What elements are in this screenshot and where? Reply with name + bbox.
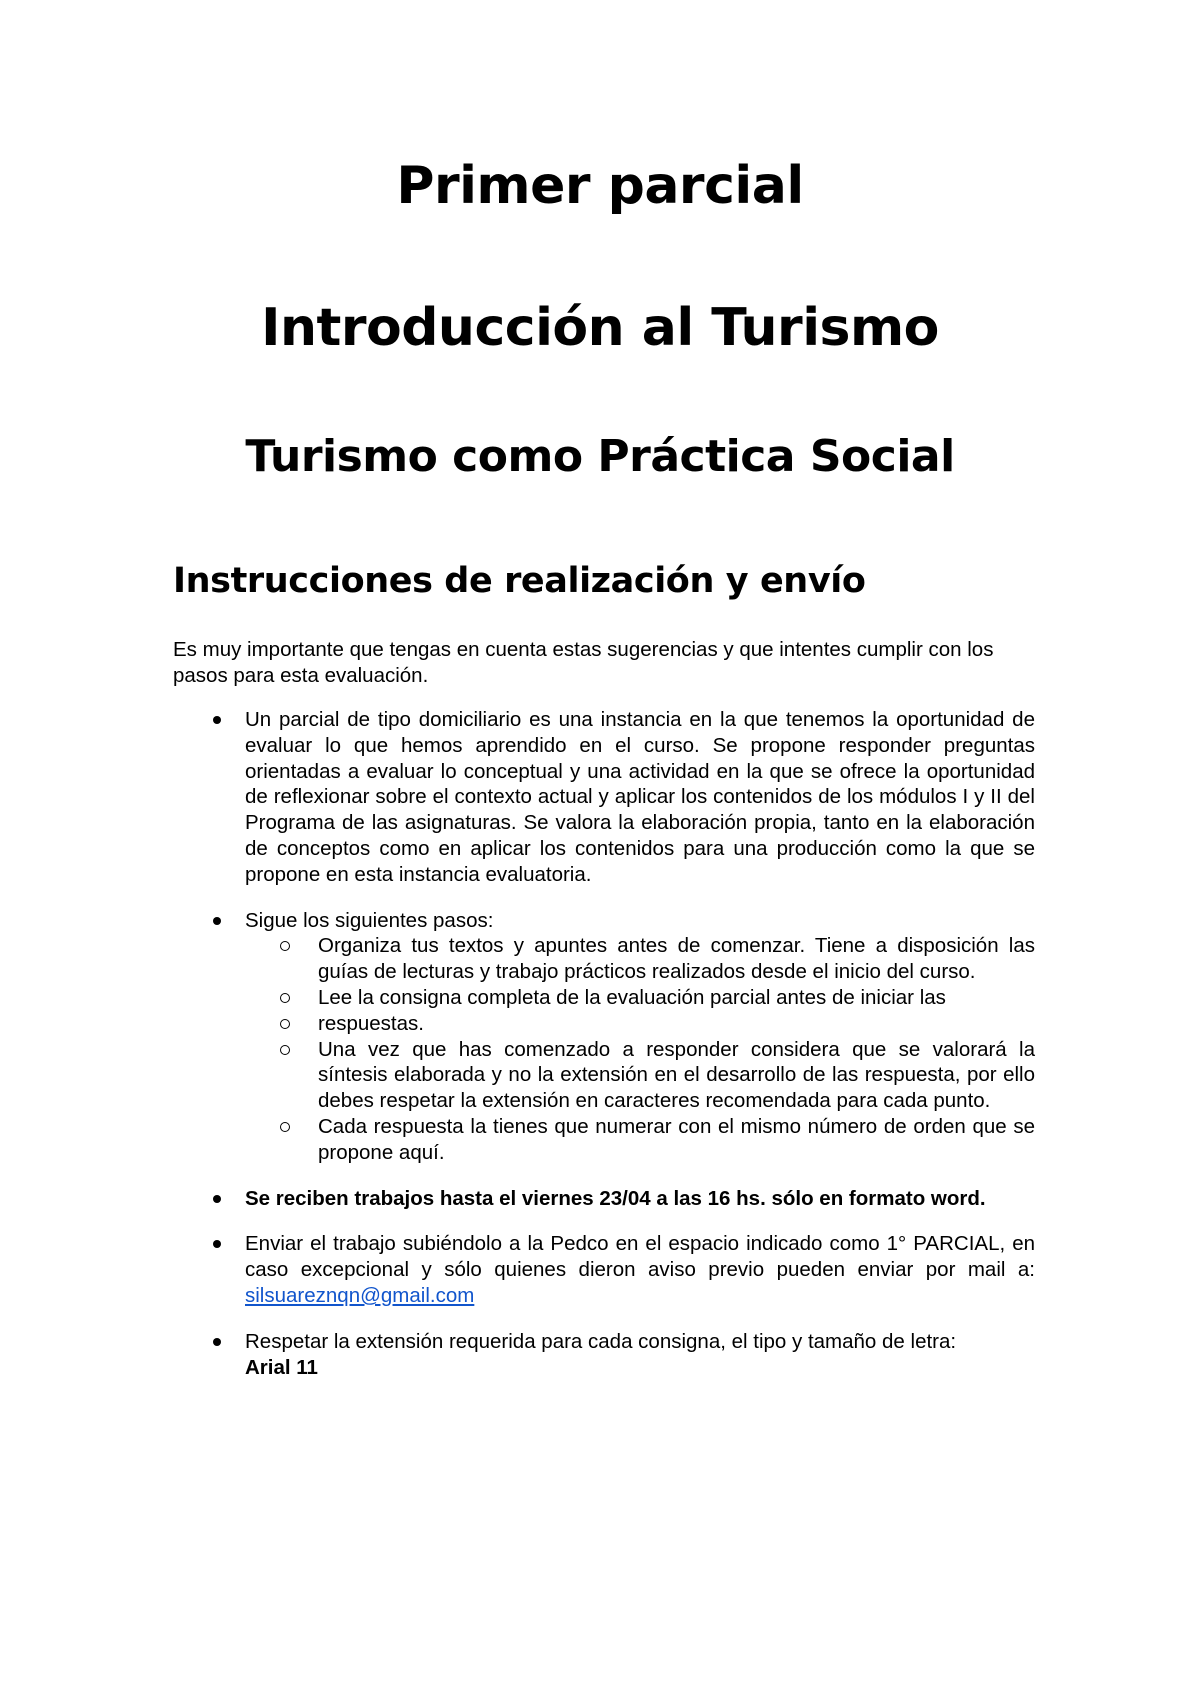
sub-item-text: respuestas. bbox=[318, 1011, 424, 1035]
section-heading: Instrucciones de realización y envío bbox=[173, 561, 866, 601]
sub-list-item bbox=[245, 1114, 1035, 1166]
sub-item-text: Cada respuesta la tienes que numerar con el mismo número de orden que se propone aquí. bbox=[318, 1114, 1035, 1164]
circle-bullet-icon bbox=[280, 941, 290, 951]
email-link[interactable]: silsuareznqn@gmail.com bbox=[245, 1283, 475, 1307]
instructions-list bbox=[173, 707, 1035, 1380]
bullet-icon bbox=[213, 1195, 221, 1203]
list-item bbox=[173, 1329, 1035, 1381]
document-title: Primer parcial bbox=[396, 156, 804, 216]
sub-item-text: Organiza tus textos y apuntes antes de comenzar. Tiene a disposición las guías de lecturas y trabajo prácticos realizados desde el inicio del curso. bbox=[318, 934, 1035, 984]
circle-bullet-icon bbox=[280, 993, 290, 1003]
font-requirement: Arial 11 bbox=[245, 1355, 318, 1379]
sub-list-item bbox=[245, 1037, 1035, 1114]
bullet-icon bbox=[213, 716, 221, 724]
bullet-text: Un parcial de tipo domiciliario es una instancia en la que tenemos la oportunidad de evaluar lo que hemos aprendido en el curso. Se propone responder preguntas orientadas a evaluar lo conceptual y una actividad en la que se ofrece la oportunidad de reflexionar sobre el contexto actual y aplicar los contenidos de los módulos I y II del Programa de las asignaturas. Se valora la elaboración propia, tanto en la elaboración de conceptos como en aplicar los contenidos para una producción como la que se propone en esta instancia evaluatoria. bbox=[245, 708, 1035, 886]
sub-list-item bbox=[245, 1011, 1035, 1037]
deadline-text: Se reciben trabajos hasta el viernes 23/04 a las 16 hs. sólo en formato word. bbox=[245, 1186, 986, 1210]
circle-bullet-icon bbox=[280, 1045, 290, 1055]
sub-item-text: Lee la consigna completa de la evaluación parcial antes de iniciar las bbox=[318, 985, 946, 1009]
list-item bbox=[173, 707, 1035, 888]
bullet-icon bbox=[213, 1240, 221, 1248]
bullet-text: Sigue los siguientes pasos: bbox=[245, 908, 494, 932]
list-item bbox=[173, 1231, 1035, 1308]
list-item bbox=[173, 1186, 1035, 1212]
intro-paragraph: Es muy importante que tengas en cuenta estas sugerencias y que intentes cumplir con los pasos para esta evaluación. bbox=[173, 638, 994, 687]
document-course: Turismo como Práctica Social bbox=[245, 431, 955, 482]
circle-bullet-icon bbox=[280, 1122, 290, 1132]
bullet-icon bbox=[213, 917, 221, 925]
document-subject: Introducción al Turismo bbox=[261, 298, 939, 358]
bullet-text: Enviar el trabajo subiéndolo a la Pedco en el espacio indicado como 1° PARCIAL, en caso excepcional y sólo quienes dieron aviso previo pueden enviar por mail a: bbox=[245, 1232, 1035, 1282]
sub-list-item bbox=[245, 933, 1035, 985]
list-item bbox=[173, 908, 1035, 1166]
circle-bullet-icon bbox=[280, 1019, 290, 1029]
bullet-icon bbox=[213, 1338, 221, 1346]
bullet-text: Respetar la extensión requerida para cada consigna, el tipo y tamaño de letra: bbox=[245, 1329, 957, 1353]
sub-item-text: Una vez que has comenzado a responder considera que se valorará la síntesis elaborada y no la extensión en el desarrollo de las respuesta, por ello debes respetar la extensión en caracteres recomendada para cada punto. bbox=[318, 1037, 1035, 1113]
steps-list bbox=[173, 933, 1035, 1165]
sub-list-item bbox=[245, 985, 1035, 1011]
